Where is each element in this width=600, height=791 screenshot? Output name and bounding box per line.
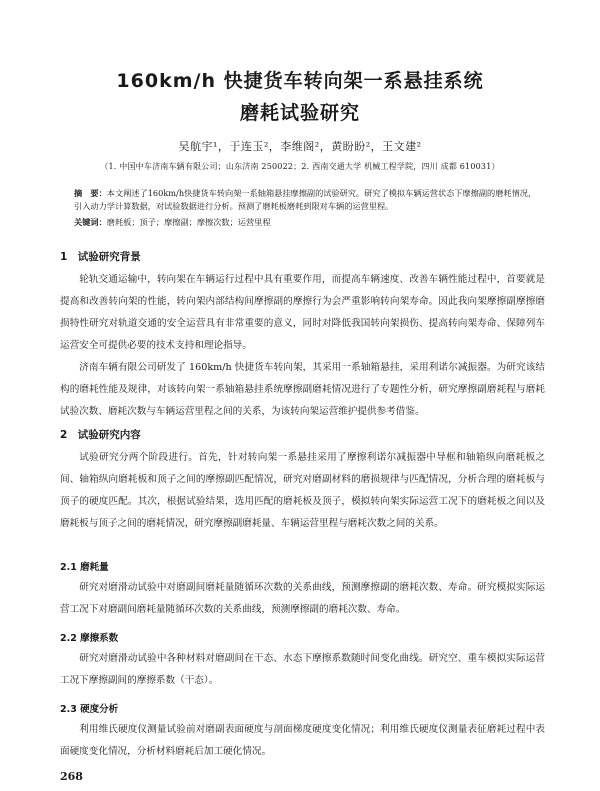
author-list: 吴航宇¹，于连玉²，李维阁²，黄盼盼²，王文建²	[178, 140, 422, 153]
author-affiliation: （1. 中国中车济南车辆有限公司；山东济南 250022；2. 西南交通大学 机械工程学院，四川 成都 610031）	[100, 162, 500, 171]
paper-title-line-2: 磨耗试验研究	[239, 102, 360, 124]
subsection-2-3-paragraph: 利用维氏硬度仪测量试验前对磨副表面硬度与剖面梯度硬度变化情况；利用维氏硬度仪测量表征磨耗过程中表面硬度变化情况，分析材料磨耗后加工硬化情况。	[60, 724, 545, 757]
keywords-label: 关键词：	[74, 217, 107, 227]
keywords	[74, 217, 544, 228]
section-1-paragraph-1: 轮轨交通运输中，转向架在车辆运行过程中具有重要作用，而提高车辆速度、改善车辆性能过程中，首要就是提高和改善转向架的性能，转向架内部结构间摩擦副的摩擦行为会严重影响转向架寿命。因此我向架摩擦副摩擦磨损特性研究对轨道交通的安全运营具有非常重要的意义，同时对降低我国转向架损伤、提高转向架寿命、保障列车运营安全可提供必要的技术支持和理论指导。	[60, 274, 545, 351]
subsection-2-2-paragraph: 研究对磨滑动试验中各种材料对磨副间在干态、水态下摩擦系数随时间变化曲线。研究空、重车模拟实际运营工况下摩擦副间的摩擦系数（干态）。	[60, 653, 545, 686]
subsection-2-1-paragraph: 研究对磨滑动试验中对磨副间磨耗量随循环次数的关系曲线，预测摩擦副的磨耗次数、寿命。研究模拟实际运营工况下对磨副间磨耗量随循环次数的关系曲线，预测摩擦副的磨耗次数、寿命。	[60, 582, 545, 615]
subsection-heading-2-3: 2.3 硬度分析	[60, 704, 119, 715]
section-1-paragraph-2: 济南车辆有限公司研发了 160km/h 快捷货车转向架，其采用一系轴箱悬挂，采用利诺尔减振器。为研究该结构的磨耗性能及规律，对该转向架一系轴箱悬挂系统摩擦副磨耗情况进行了专题性分析，研究摩擦副磨耗程与磨耗试验次数、磨耗次数与车辆运营里程之间的关系，为该转向架运营维护提供参考借鉴。	[60, 362, 545, 417]
subsection-heading-2-2: 2.2 摩擦系数	[60, 633, 119, 644]
section-heading-2: 2 试验研究内容	[60, 429, 141, 441]
section-2-paragraph-1: 试验研究分两个阶段进行。首先，针对转向架一系悬挂采用了摩擦利诺尔减振器中导框和轴箱纵向磨耗板之间、轴箱纵向磨耗板和顶子之间的摩擦副匹配情况，研究对磨副材料的磨损规律与匹配情况，分析合理的磨耗板与顶子的硬度匹配。其次，根据试验结果，选用匹配的磨耗板及顶子，模拟转向架实际运营工况下的磨耗板之间以及磨耗板与顶子之间的磨耗情况，研究摩擦副磨耗量、车辆运营里程与磨耗次数之间的关系。	[60, 452, 545, 529]
abstract-text: 本文阐述了160km/h快捷货车转向架一系轴箱悬挂摩擦副的试验研究。研究了模拟车辆运营状态下摩擦副的磨耗情况，引入动力学计算数据，对试验数据进行分析。预测了磨耗板磨耗到限对车辆的运营里程。	[74, 188, 537, 211]
abstract-label: 摘 要：	[74, 188, 107, 198]
page-number: 268	[60, 770, 83, 783]
subsection-heading-2-1: 2.1 磨耗量	[60, 562, 109, 573]
abstract	[74, 187, 544, 213]
keywords-text: 磨耗板；顶子；摩擦副；摩擦次数；运营里程	[106, 217, 271, 227]
paper-title-line-1: 160km/h 快捷货车转向架一系悬挂系统	[116, 70, 484, 92]
section-heading-1: 1 试验研究背景	[60, 251, 141, 263]
